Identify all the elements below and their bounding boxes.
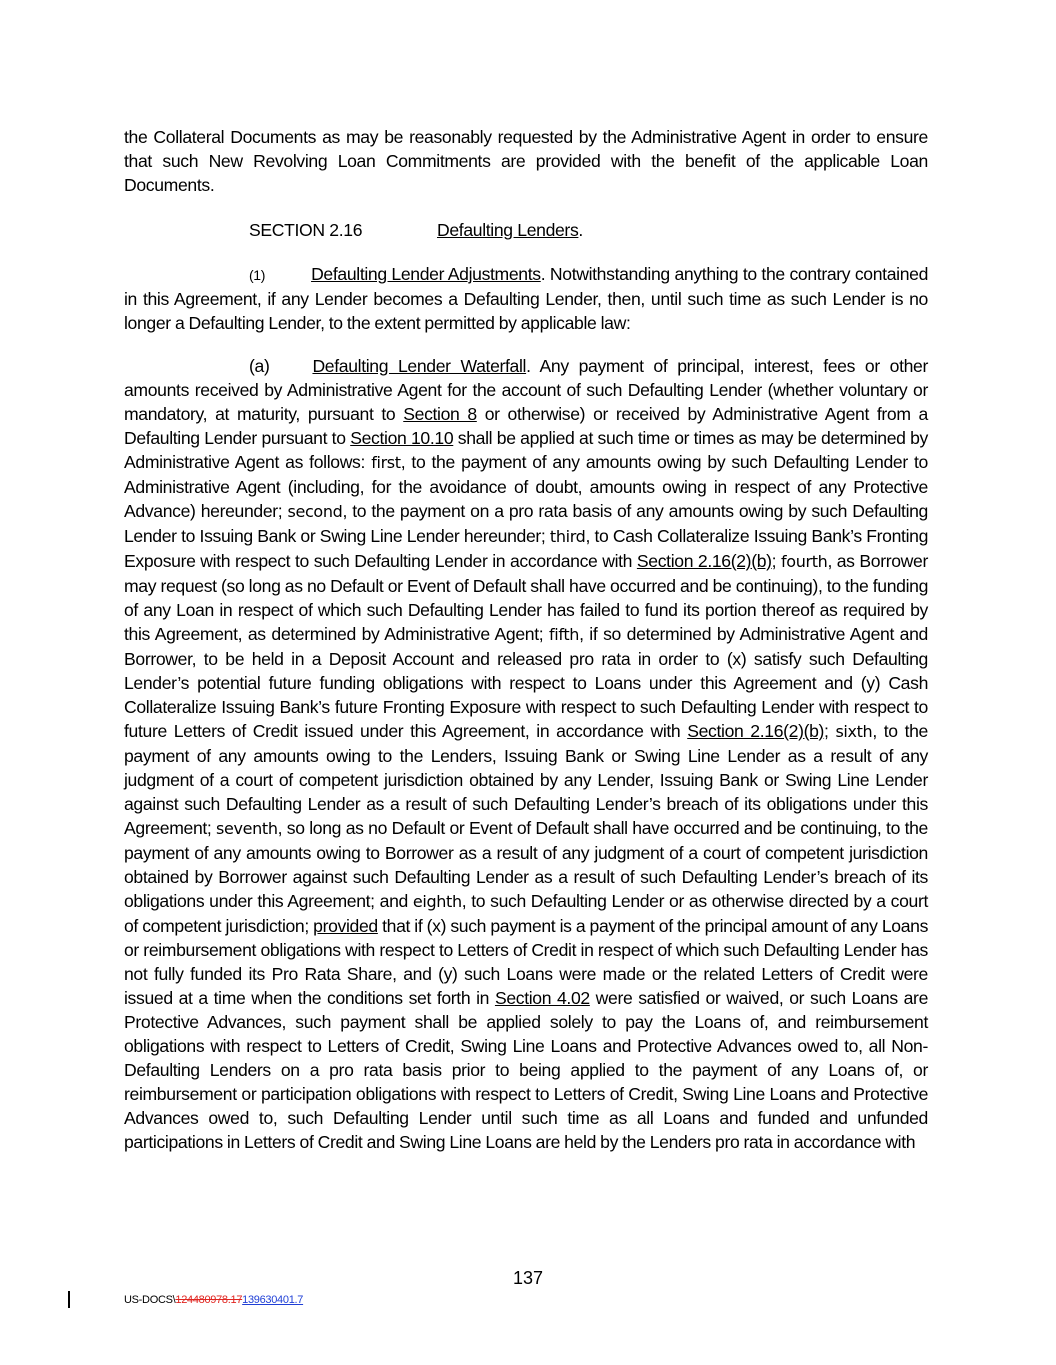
clause-a-text: , to such Defaulting Lender or as otherwise directed by a court of competent jurisdiction; [124,891,928,936]
clause-a-label: (a) [249,356,270,376]
footer-doc-id [124,1294,303,1306]
ordinal-eighth: eighth [412,892,462,911]
ordinal-fourth: fourth [780,552,828,571]
clause-a-text: , to the payment of any amounts owing to the Lenders, Issuing Bank or Swing Line Lender as a result of any judgment of a court of competent jurisdiction obtained by any Lender, Issuing Bank or Swing Line Lender against such Defaulting Lender as a result of such Defaulting Lender’s breach of its obligations under this Agreement; [124,721,928,838]
footer-inserted-id: 139630401.7 [242,1294,304,1306]
section-title: Defaulting Lenders [437,220,579,240]
clause-a-text: were satisfied or waived, or such Loans are Protective Advances, such payment shall be applied solely to pay the Loans of, and reimbursement obligations with respect to Letters of Credit, Swing Line Loans and Protective Advances owed to, all Non-Defaulting Lenders on a pro rata basis prior to being applied to the payment of any Loans of, or reimbursement or participation obligations with respect to Letters of Credit, Swing Line Loans and Protective Advances owed to, such Defaulting Lender until such time as all Loans and funded and unfunded participations in Letters of Credit and Swing Line Loans are held by the Lenders pro rata in accordance with [124,988,929,1152]
clause-a-title: Defaulting Lender Waterfall [312,356,527,376]
ordinal-fifth: fifth [548,625,580,644]
section-reference: Section 2.16(2)(b) [687,721,825,741]
subsection-1-text: . Notwithstanding anything to the contrary contained in this Agreement, if any Lender becomes a Defaulting Lender, then, until such time as such Lender is no longer a Defaulting Lender, to the extent permitted by applicable law: [124,264,929,333]
ordinal-seventh: seventh [216,819,278,838]
footer-deleted-id: 124480978.17 [175,1294,243,1306]
section-number: SECTION 2.16 [249,220,363,240]
clause-a-text: , to the payment on a pro rata basis of any amounts owing by such Defaulting Lender to Issuing Bank or Swing Line Lender hereunder; [124,501,928,546]
page-number: 137 [512,1268,544,1288]
section-title-suffix: . [578,220,583,240]
clause-a-text: or otherwise) or received by Administrative Agent from a Defaulting Lender pursuant to [124,404,928,448]
ordinal-second: second [287,502,343,521]
clause-a-paragraph [124,354,928,1154]
provided-term: provided [313,916,378,936]
section-reference: Section 2.16(2)(b) [636,551,772,571]
subsection-1-label: (1) [249,267,266,283]
subsection-1-title: Defaulting Lender Adjustments [311,264,541,284]
clause-a-text: , so long as no Default or Event of Default shall have occurred and be continuing, to the payment of any amounts owing to Borrower as a result of any judgment of a court of competent jurisdiction obtained by Borrower against such Defaulting Lender as a result of such Defaulting Lender’s breach of its obligations under this Agreement; and [124,818,928,911]
change-bar [68,1291,70,1308]
ordinal-first: first [371,453,401,472]
ordinal-third: third [549,527,586,546]
clause-a-text: , to Cash Collateralize Issuing Bank’s Fronting Exposure with respect to such Defaulting Lender in accordance with [124,526,929,571]
subsection-1-paragraph [124,262,928,335]
section-title-wrap [437,218,583,242]
clause-a-text: shall be applied at such time or times as may be determined by Administrative Agent as follows: [124,428,928,472]
section-reference: Section 10.10 [350,428,454,448]
footer-prefix: US-DOCS\ [124,1294,176,1306]
clause-a-text: that if (x) such payment is a payment of the principal amount of any Loans or reimbursement obligations with respect to Letters of Credit in respect of which such Defaulting Lender has not fully funded its Pro Rata Share, and (y) such Loans were made or the related Letters of Credit were issued at a time when the conditions set forth in [124,916,929,1008]
clause-a-text: , if so determined by Administrative Agent and Borrower, to be held in a Deposit Account and released pro rata in order to (x) satisfy such Defaulting Lender’s potential future funding obligations with respect to Loans under this Agreement and (y) Cash Collateralize Issuing Bank’s future Fronting Exposure with respect to such Defaulting Lender with respect to future Letters of Credit issued under this Agreement, in accordance with [124,624,928,741]
clause-a-text: . Any payment of principal, interest, fees or other amounts received by Administrative Agent for the account of such Defaulting Lender (whether voluntary or mandatory, at maturity, pursuant to [124,356,928,424]
section-reference: Section 8 [403,404,477,424]
intro-paragraph: the Collateral Documents as may be reasonably requested by the Administrative Agent in order to ensure that such New Revolving Loan Commitments are provided with the benefit of the applicable Loan Documents. [124,127,928,195]
clause-a-text: ; [771,551,781,571]
clause-a-text: , to the payment of any amounts owing by such Defaulting Lender to Administrative Agent (including, for the avoidance of doubt, amounts owing in respect of any Protective Advance) hereunder; [124,452,928,521]
section-reference: Section 4.02 [494,988,590,1008]
clause-a-text: , as Borrower may request (so long as no Default or Event of Default shall have occurred and be continuing), to the funding of any Loan in respect of which such Defaulting Lender has failed to fund its portion thereof as required by this Agreement, as determined by Administrative Agent; [124,551,928,644]
ordinal-sixth: sixth [835,722,873,741]
clause-a-text: ; [824,721,836,741]
